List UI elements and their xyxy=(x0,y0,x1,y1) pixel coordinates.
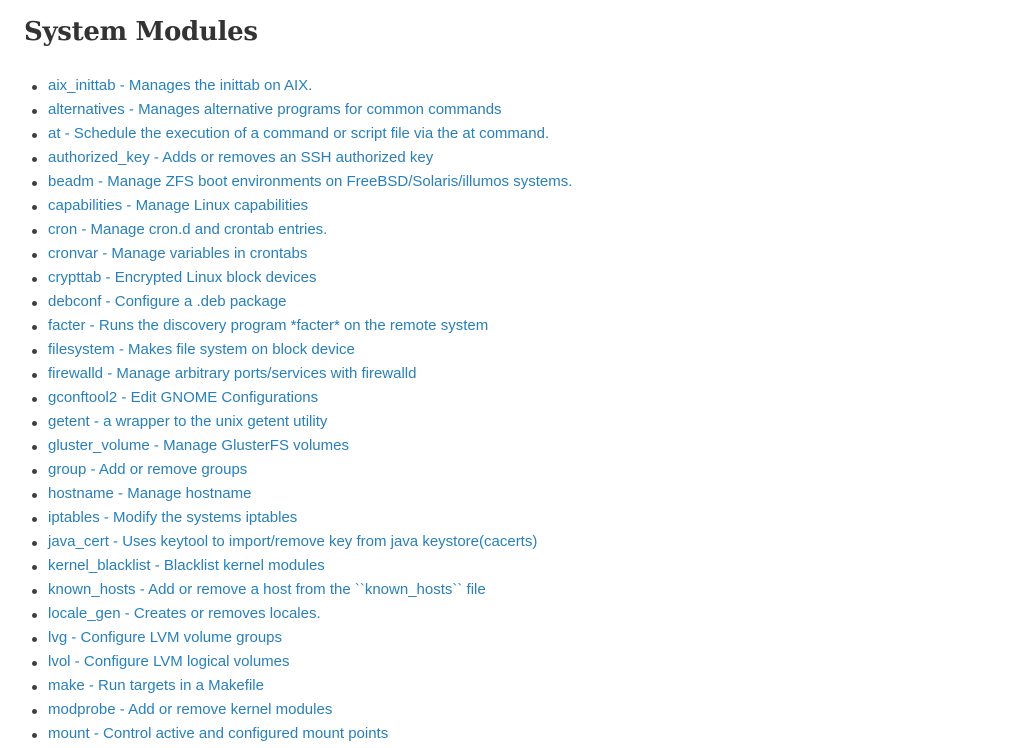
module-name: debconf xyxy=(48,293,102,310)
module-link-lvol[interactable] xyxy=(48,653,290,670)
module-list-item xyxy=(48,554,572,578)
module-list-item xyxy=(48,242,572,266)
module-separator: - xyxy=(70,653,84,670)
module-link-make[interactable] xyxy=(48,677,264,694)
module-description: Control active and configured mount points xyxy=(103,725,389,742)
module-list-item xyxy=(48,338,572,362)
module-list-item xyxy=(48,362,572,386)
module-separator: - xyxy=(89,725,104,742)
module-list-item xyxy=(48,722,572,746)
module-name: firewalld xyxy=(48,365,104,382)
module-list-item xyxy=(48,290,572,314)
module-name: filesystem xyxy=(48,341,115,358)
module-list-item xyxy=(48,410,572,434)
module-separator: - xyxy=(93,173,108,190)
module-description: Runs the discovery program *facter* on the remote system xyxy=(98,317,489,334)
module-name: beadm xyxy=(48,173,94,190)
module-description: Configure a .deb package xyxy=(114,293,287,310)
module-description: Creates or removes locales. xyxy=(133,605,321,622)
module-description: Configure LVM volume groups xyxy=(80,629,283,646)
module-link-lvg[interactable] xyxy=(48,629,282,646)
module-name: authorized_key xyxy=(48,149,150,166)
module-separator: - xyxy=(103,365,117,382)
page-title: System Modules xyxy=(24,17,258,47)
module-link-group[interactable] xyxy=(48,461,247,478)
module-name: make xyxy=(48,677,85,694)
module-name: group xyxy=(48,461,87,478)
module-list-item xyxy=(48,626,572,650)
module-list-item xyxy=(48,74,572,98)
module-name: gluster_volume xyxy=(48,437,150,454)
module-description: Uses keytool to import/remove key from java keystore(cacerts) xyxy=(122,533,538,550)
module-description: Run targets in a Makefile xyxy=(98,677,264,694)
module-list-item xyxy=(48,482,572,506)
module-list-item xyxy=(48,98,572,122)
module-separator: - xyxy=(120,605,134,622)
module-name: lvol xyxy=(48,653,71,670)
module-separator: - xyxy=(101,293,115,310)
module-name: java_cert xyxy=(48,533,109,550)
module-link-beadm[interactable] xyxy=(48,173,572,190)
module-link-mount[interactable] xyxy=(48,725,388,742)
module-separator: - xyxy=(60,125,74,142)
module-link-gconftool2[interactable] xyxy=(48,389,318,406)
module-list-item xyxy=(48,434,572,458)
module-link-known-hosts[interactable] xyxy=(48,581,486,598)
module-link-getent[interactable] xyxy=(48,413,327,430)
module-separator: - xyxy=(135,581,149,598)
module-separator: - xyxy=(89,413,104,430)
module-name: gconftool2 xyxy=(48,389,118,406)
module-separator: - xyxy=(115,701,129,718)
module-description: Manage arbitrary ports/services with firewalld xyxy=(116,365,417,382)
module-name: hostname xyxy=(48,485,114,502)
module-link-kernel-blacklist[interactable] xyxy=(48,557,325,574)
module-description: Blacklist kernel modules xyxy=(163,557,325,574)
module-description: Makes file system on block device xyxy=(128,341,355,358)
module-separator: - xyxy=(77,221,91,238)
module-name: getent xyxy=(48,413,90,430)
module-list-item xyxy=(48,170,572,194)
module-name: mount xyxy=(48,725,90,742)
module-description: Add or remove a host from the ``known_hosts`` file xyxy=(148,581,486,598)
module-name: alternatives xyxy=(48,101,125,118)
module-description: Manages alternative programs for common commands xyxy=(138,101,502,118)
module-name: modprobe xyxy=(48,701,116,718)
module-separator: - xyxy=(115,77,129,94)
module-list-item xyxy=(48,602,572,626)
module-link-firewalld[interactable] xyxy=(48,365,417,382)
module-name: at xyxy=(48,125,61,142)
module-list-item xyxy=(48,218,572,242)
module-list-item xyxy=(48,458,572,482)
module-link-gluster-volume[interactable] xyxy=(48,437,349,454)
module-list-item xyxy=(48,578,572,602)
module-link-crypttab[interactable] xyxy=(48,269,316,286)
module-separator: - xyxy=(117,389,131,406)
module-separator: - xyxy=(124,101,139,118)
module-list-item xyxy=(48,530,572,554)
module-separator: - xyxy=(149,149,163,166)
module-link-at[interactable] xyxy=(48,125,549,142)
module-name: locale_gen xyxy=(48,605,121,622)
module-name: aix_inittab xyxy=(48,77,116,94)
module-list xyxy=(0,74,572,746)
module-link-hostname[interactable] xyxy=(48,485,251,502)
module-list-item xyxy=(48,194,572,218)
module-link-modprobe[interactable] xyxy=(48,701,332,718)
module-description: Edit GNOME Configurations xyxy=(130,389,319,406)
module-list-item xyxy=(48,506,572,530)
module-name: capabilities xyxy=(48,197,123,214)
module-link-aix-inittab[interactable] xyxy=(48,77,312,94)
module-link-facter[interactable] xyxy=(48,317,488,334)
module-link-cron[interactable] xyxy=(48,221,327,238)
module-description: Manage Linux capabilities xyxy=(135,197,309,214)
module-list-item xyxy=(48,122,572,146)
module-description: Encrypted Linux block devices xyxy=(114,269,317,286)
module-list-item xyxy=(48,146,572,170)
module-name: cron xyxy=(48,221,78,238)
module-name: kernel_blacklist xyxy=(48,557,151,574)
module-separator: - xyxy=(101,269,115,286)
module-name: lvg xyxy=(48,629,68,646)
module-list-item xyxy=(48,698,572,722)
module-separator: - xyxy=(108,533,123,550)
module-separator: - xyxy=(150,557,164,574)
module-description: Modify the systems iptables xyxy=(113,509,298,526)
module-link-alternatives[interactable] xyxy=(48,101,502,118)
module-list-item xyxy=(48,674,572,698)
module-description: Manage hostname xyxy=(127,485,252,502)
module-separator: - xyxy=(85,317,99,334)
module-separator: - xyxy=(99,509,114,526)
module-description: Add or remove kernel modules xyxy=(128,701,333,718)
module-name: iptables xyxy=(48,509,100,526)
module-link-locale-gen[interactable] xyxy=(48,605,321,622)
module-separator: - xyxy=(122,197,136,214)
module-link-iptables[interactable] xyxy=(48,509,297,526)
module-link-capabilities[interactable] xyxy=(48,197,308,214)
module-description: Manage GlusterFS volumes xyxy=(163,437,349,454)
module-separator: - xyxy=(113,485,128,502)
module-list-item xyxy=(48,386,572,410)
module-link-filesystem[interactable] xyxy=(48,341,355,358)
module-name: cronvar xyxy=(48,245,99,262)
module-name: facter xyxy=(48,317,86,334)
module-separator: - xyxy=(67,629,81,646)
module-description: Manage variables in crontabs xyxy=(111,245,308,262)
module-separator: - xyxy=(98,245,112,262)
module-description: Schedule the execution of a command or script file via the at command. xyxy=(73,125,550,142)
module-separator: - xyxy=(86,461,99,478)
module-description: Configure LVM logical volumes xyxy=(83,653,290,670)
module-link-debconf[interactable] xyxy=(48,293,287,310)
module-description: Add or remove groups xyxy=(98,461,248,478)
module-separator: - xyxy=(114,341,129,358)
module-list-item xyxy=(48,266,572,290)
module-description: Manages the inittab on AIX. xyxy=(128,77,313,94)
module-name: crypttab xyxy=(48,269,102,286)
module-separator: - xyxy=(149,437,164,454)
module-description: a wrapper to the unix getent utility xyxy=(103,413,328,430)
module-separator: - xyxy=(84,677,99,694)
module-link-java-cert[interactable] xyxy=(48,533,537,550)
module-list-item xyxy=(48,650,572,674)
module-description: Adds or removes an SSH authorized key xyxy=(162,149,434,166)
module-description: Manage ZFS boot environments on FreeBSD/Solaris/illumos systems. xyxy=(107,173,573,190)
module-name: known_hosts xyxy=(48,581,136,598)
module-link-authorized-key[interactable] xyxy=(48,149,433,166)
module-list-item xyxy=(48,314,572,338)
module-link-cronvar[interactable] xyxy=(48,245,307,262)
module-description: Manage cron.d and crontab entries. xyxy=(90,221,328,238)
